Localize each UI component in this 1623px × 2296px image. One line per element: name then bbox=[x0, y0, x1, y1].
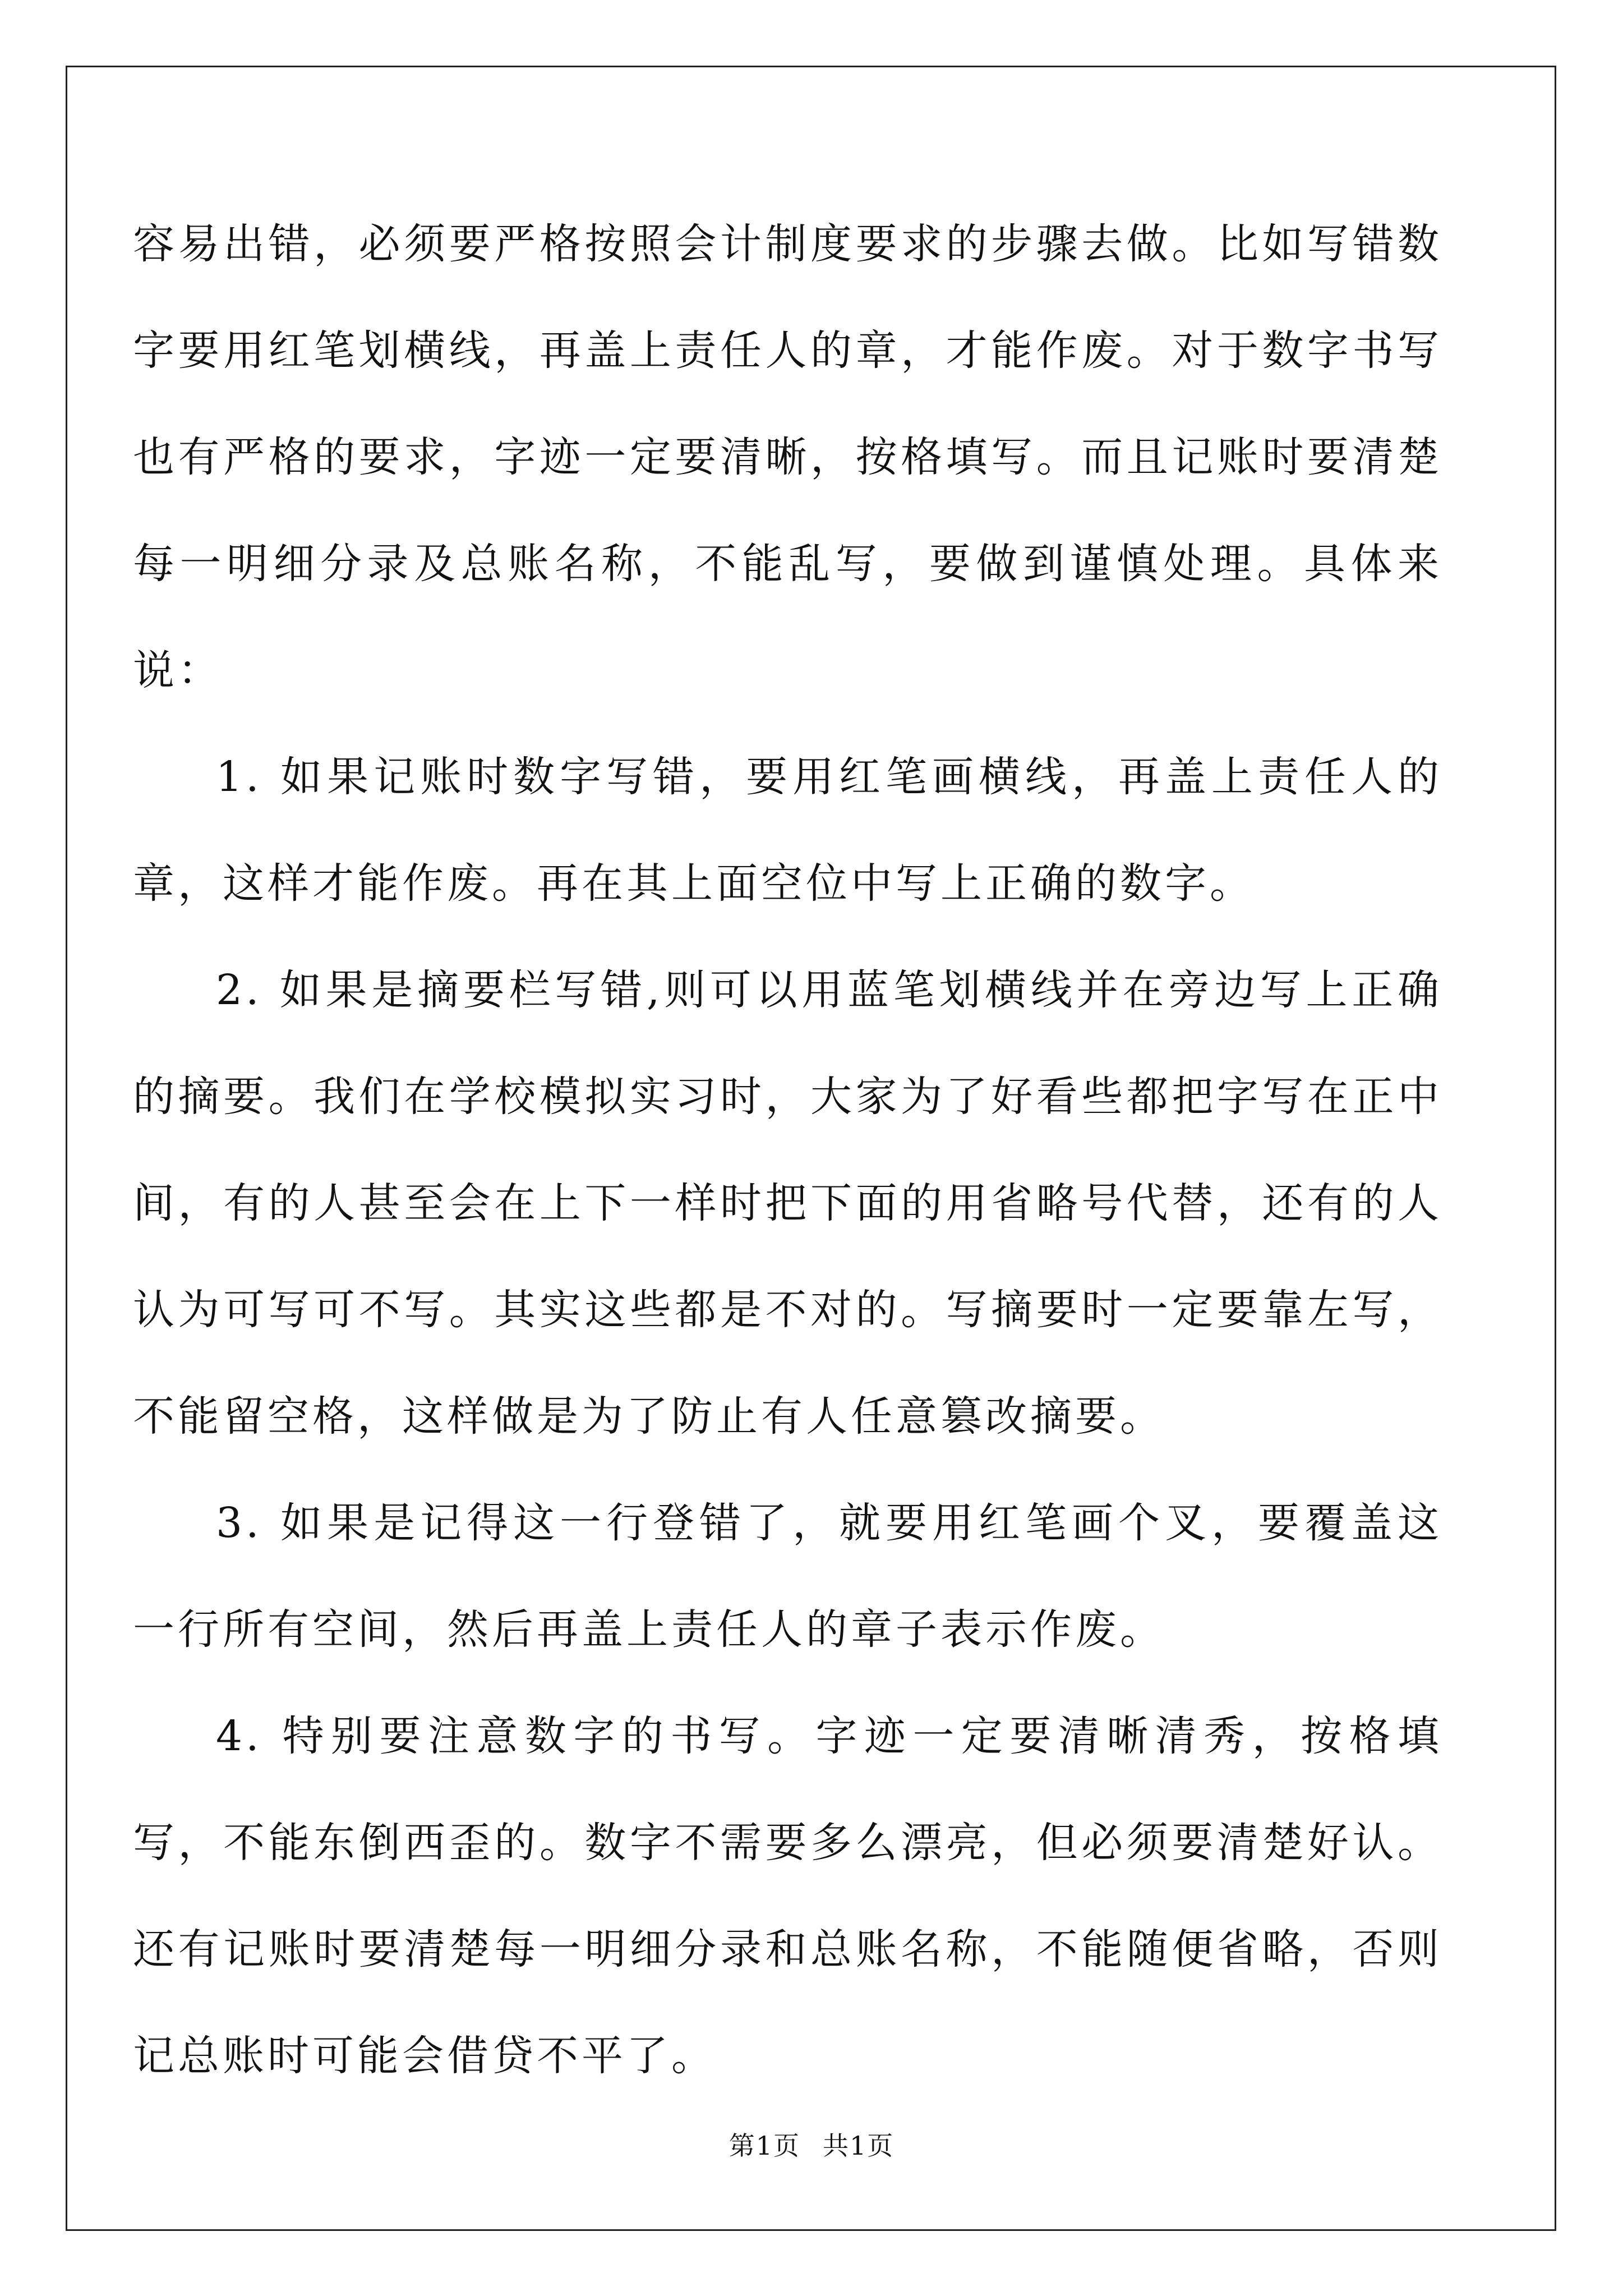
list-item-3: 3. 如果是记得这一行登错了，就要用红笔画个叉，要覆盖这一行所有空间，然后再盖上责任人的章子表示作废。 bbox=[133, 1499, 1442, 1654]
list-item-2: 2. 如果是摘要栏写错,则可以用蓝笔划横线并在旁边写上正确的摘要。我们在学校模拟实习时，大家为了好看些都把字写在正中间，有的人甚至会在上下一样时把下面的用省略号代替，还有的人认为可写可不写。其实这些都是不对的。写摘要时一定要靠左写，不能留空格，这样做是为了防止有人任意篡改摘要。 bbox=[133, 966, 1442, 1441]
document-body bbox=[133, 191, 1442, 2109]
page-count: 共1页 bbox=[823, 2131, 895, 2161]
page-footer bbox=[0, 2129, 1623, 2162]
list-item-4: 4. 特别要注意数字的书写。字迹一定要清晰清秀，按格填写，不能东倒西歪的。数字不需要多么漂亮，但必须要清楚好认。还有记账时要清楚每一明细分录和总账名称，不能随便省略，否则记总账时可能会借贷不平了。 bbox=[133, 1712, 1442, 2080]
paragraph-intro: 容易出错，必须要严格按照会计制度要求的步骤去做。比如写错数字要用红笔划横线，再盖上责任人的章，才能作废。对于数字书写也有严格的要求，字迹一定要清晰，按格填写。而且记账时要清楚每一明细分录及总账名称，不能乱写，要做到谨慎处理。具体来说： bbox=[133, 220, 1442, 694]
list-item-1: 1. 如果记账时数字写错，要用红笔画横线，再盖上责任人的章，这样才能作废。再在其上面空位中写上正确的数字。 bbox=[133, 753, 1442, 908]
page-number: 第1页 bbox=[728, 2131, 800, 2161]
